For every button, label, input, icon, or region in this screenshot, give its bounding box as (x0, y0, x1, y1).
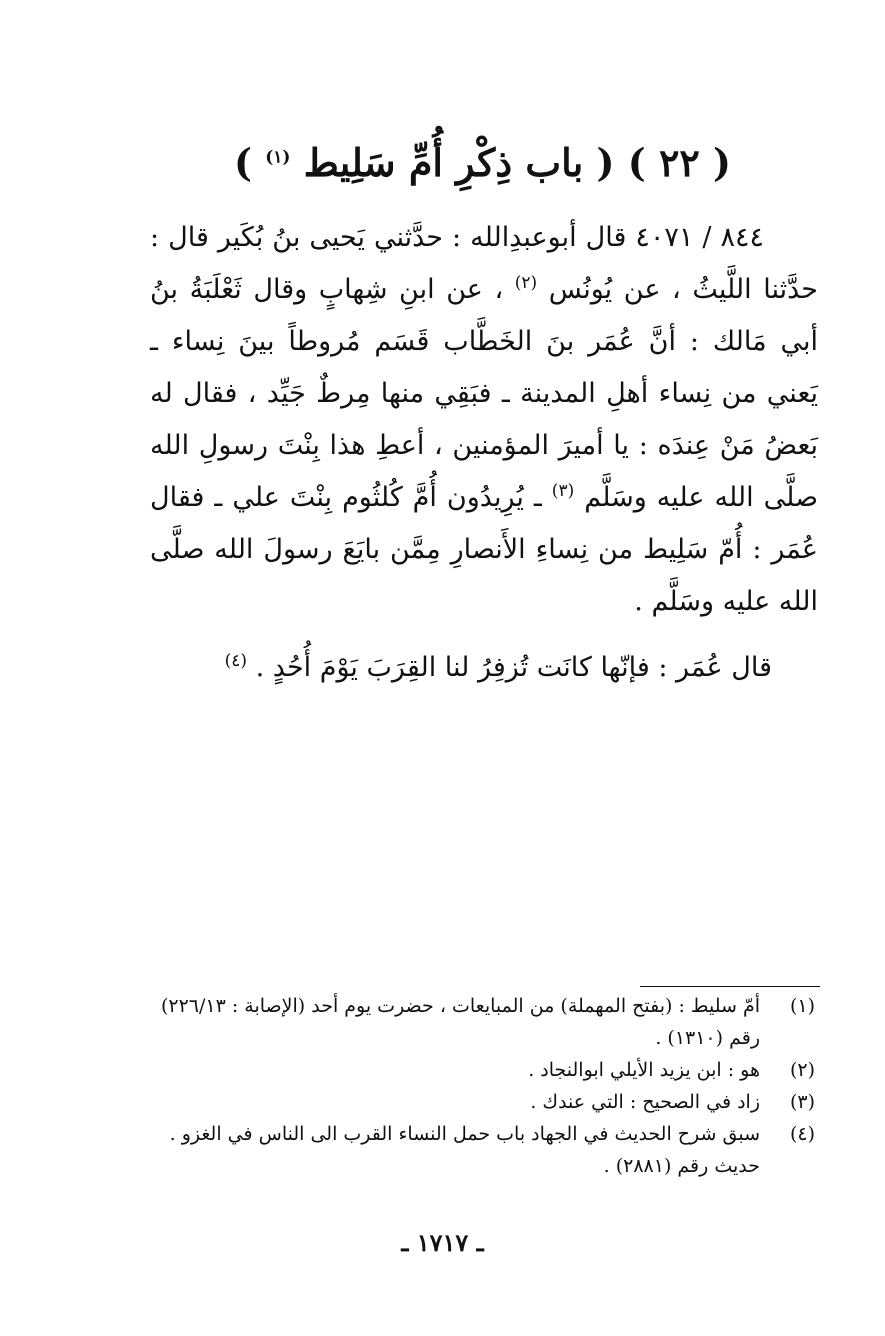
footnote-text: أمّ سليط : (بفتح المهملة) من المبايعات ، حضرت يوم أحد (الإصابة : ٢٢٦/١٣) رقم (١٣١٠) . (160, 995, 760, 1049)
hadith-text-part-4: قال عُمَر : فإنّها كانَت تُزفِرُ لنا القِرَبَ يَوْمَ أُحُدٍ . (255, 652, 772, 683)
hadith-paragraph (150, 212, 818, 628)
footnote-divider (640, 986, 820, 987)
footnote-text: سبق شرح الحديث في الجهاد باب حمل النساء القرب الى الناس في الغزو . حديث رقم (٢٨٨١) . (169, 1123, 760, 1177)
page-number: ـ ١٧١٧ ـ (401, 1228, 484, 1257)
footnote (150, 1086, 815, 1118)
footnote-text: هو : ابن يزيد الأيلي ابوالنجاد . (528, 1059, 760, 1081)
note-ref-2: (٢) (514, 273, 538, 293)
footnote-number: (٢) (789, 1059, 815, 1081)
footnote (150, 1118, 815, 1182)
note-ref-3: (٣) (551, 481, 575, 501)
footnotes (150, 990, 815, 1182)
hadith-text-part-3: ـ يُرِيدُون أُمَّ كُلثُوم بِنْتَ علي ـ فقال عُمَر : أُمّ سَلِيط من نِساءِ الأَنصارِ مِمَّن بايَعَ رسولَ الله صلَّى الله عليه وسَلَّم . (150, 482, 818, 617)
chapter-title-text: ( ٢٢ ) ( باب ذِكْرِ أُمِّ سَلِيط (303, 140, 732, 185)
chapter-title-close: ) (233, 140, 252, 185)
footnote (150, 1054, 815, 1086)
chapter-title (160, 128, 805, 198)
hadith-closing-line (150, 642, 818, 694)
footnote-number: (٤) (789, 1123, 815, 1145)
footnote-text: زاد في الصحيح : التي عندك . (530, 1091, 760, 1113)
hadith-text-part-2: ، عن ابنِ شِهابٍ وقال ثَعْلَبَةُ بنُ أبي مَالك : أنَّ عُمَر بنَ الخَطَّاب قَسَم مُروطاً بينَ نِساء ـ يَعني من نِساء أهلِ المدينة ـ فبَقِي منها مِرطٌ جَيِّد ، فقال له بَعضُ مَنْ عِندَه : يا أميرَ المؤمنين ، أعطِ هذا بِنْتَ رسولِ الله صلَّى الله عليه وسَلَّم (150, 274, 818, 513)
footnote-number: (١) (789, 995, 815, 1017)
chapter-title-note-ref: (١) (265, 147, 291, 168)
hadith-text-part-1: ٨٤٤ / ٤٠٧١ قال أبوعبدِالله : حدَّثني يَحيى بنُ بُكَير قال : حدَّثنا اللَّيثُ ، عن يُونُس (150, 222, 818, 305)
hadith-body (150, 212, 818, 694)
note-ref-4: (٤) (224, 651, 248, 671)
footnote (150, 990, 815, 1054)
footnote-number: (٣) (789, 1091, 815, 1113)
